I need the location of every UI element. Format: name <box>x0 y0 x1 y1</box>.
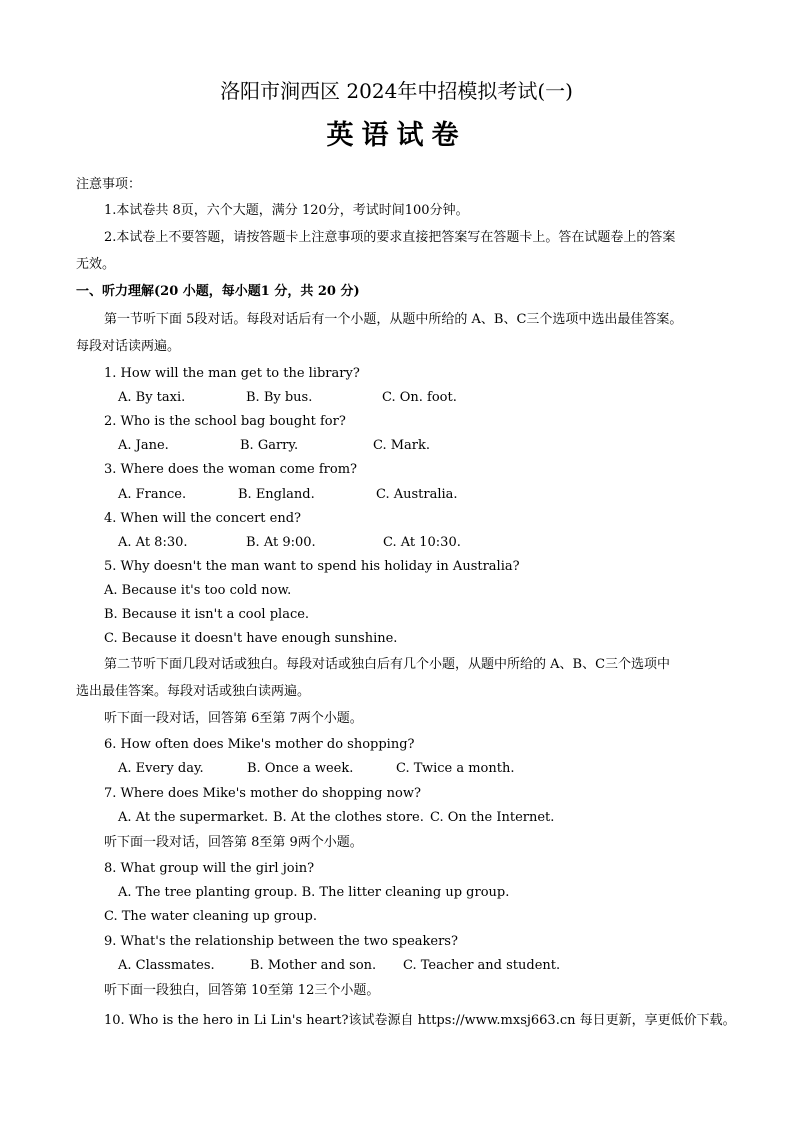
question-5-option-b: B. Because it isn't a cool place. <box>104 607 310 622</box>
exam-title: 洛阳市涧西区 2024年中招模拟考试(一) <box>220 79 573 103</box>
question-8-option-c: C. The water cleaning up group. <box>104 909 318 924</box>
instruction-questions-10-12: 听下面一段独白，回答第 10至第 12三个小题。 <box>104 983 380 998</box>
question-2-option-c: C. Mark. <box>373 438 431 453</box>
notes-item-2-line-2: 无效。 <box>76 257 116 272</box>
question-7-option-a: A. At the supermarket. <box>118 810 269 825</box>
question-4-option-a: A. At 8:30. <box>118 535 188 550</box>
instruction-questions-6-7: 听下面一段对话，回答第 6至第 7两个小题。 <box>104 711 363 726</box>
question-3-option-b: B. England. <box>238 487 315 502</box>
question-5: 5. Why doesn't the man want to spend his holiday in Australia? <box>104 559 520 574</box>
instruction-questions-8-9: 听下面一段对话，回答第 8至第 9两个小题。 <box>104 835 363 850</box>
question-1-option-b: B. By bus. <box>246 390 313 405</box>
question-8-options-a-b: A. The tree planting group. B. The litter cleaning up group. <box>118 885 510 900</box>
question-4: 4. When will the concert end? <box>104 511 302 526</box>
question-3: 3. Where does the woman come from? <box>104 462 358 477</box>
part-1-instruction-line-1: 第一节听下面 5段对话。每段对话后有一个小题，从题中所给的 A、B、C三个选项中选出最佳答案。 <box>104 312 683 327</box>
question-7-option-b: B. At the clothes store. <box>273 810 424 825</box>
question-2-option-b: B. Garry. <box>240 438 299 453</box>
notes-heading: 注意事项： <box>76 177 142 192</box>
part-2-instruction-line-1: 第二节听下面几段对话或独白。每段对话或独白后有几个小题，从题中所给的 A、B、C三个选项中 <box>104 657 671 672</box>
question-6-option-a: A. Every day. <box>118 761 204 776</box>
question-5-option-a: A. Because it's too cold now. <box>104 583 292 598</box>
part-1-instruction-line-2: 每段对话读两遍。 <box>76 339 181 354</box>
question-4-option-c: C. At 10:30. <box>383 535 461 550</box>
question-1: 1. How will the man get to the library? <box>104 366 360 381</box>
section-1-heading: 一、听力理解(20 小题，每小题1 分，共 20 分) <box>76 284 360 299</box>
question-2-option-a: A. Jane. <box>118 438 169 453</box>
question-6: 6. How often does Mike's mother do shopping? <box>104 737 415 752</box>
question-1-option-a: A. By taxi. <box>118 390 186 405</box>
question-3-option-c: C. Australia. <box>376 487 458 502</box>
exam-subtitle: 英语试卷 <box>326 120 467 151</box>
question-6-option-c: C. Twice a month. <box>396 761 515 776</box>
question-9: 9. What's the relationship between the two speakers? <box>104 934 458 949</box>
notes-item-2-line-1: 2.本试卷上不要答题，请按答题卡上注意事项的要求直接把答案写在答题卡上。答在试题卷上的答案 <box>104 230 676 245</box>
question-9-option-c: C. Teacher and student. <box>403 958 561 973</box>
question-6-option-b: B. Once a week. <box>247 761 354 776</box>
question-9-option-b: B. Mother and son. <box>250 958 377 973</box>
question-10: 10. Who is the hero in Li Lin's heart?该试卷源自 https://www.mxsj663.cn 每日更新，享更低价下载。 <box>104 1013 736 1028</box>
question-8: 8. What group will the girl join? <box>104 861 315 876</box>
question-7: 7. Where does Mike's mother do shopping now? <box>104 786 421 801</box>
question-7-option-c: C. On the Internet. <box>430 810 555 825</box>
question-3-option-a: A. France. <box>118 487 187 502</box>
question-9-option-a: A. Classmates. <box>118 958 215 973</box>
question-4-option-b: B. At 9:00. <box>246 535 316 550</box>
question-1-option-c: C. On. foot. <box>382 390 457 405</box>
question-2: 2. Who is the school bag bought for? <box>104 414 346 429</box>
part-2-instruction-line-2: 选出最佳答案。每段对话或独白读两遍。 <box>76 684 311 699</box>
question-5-option-c: C. Because it doesn't have enough sunshine. <box>104 631 398 646</box>
notes-item-1: 1.本试卷共 8页，六个大题，满分 120分，考试时间100分钟。 <box>104 203 469 218</box>
